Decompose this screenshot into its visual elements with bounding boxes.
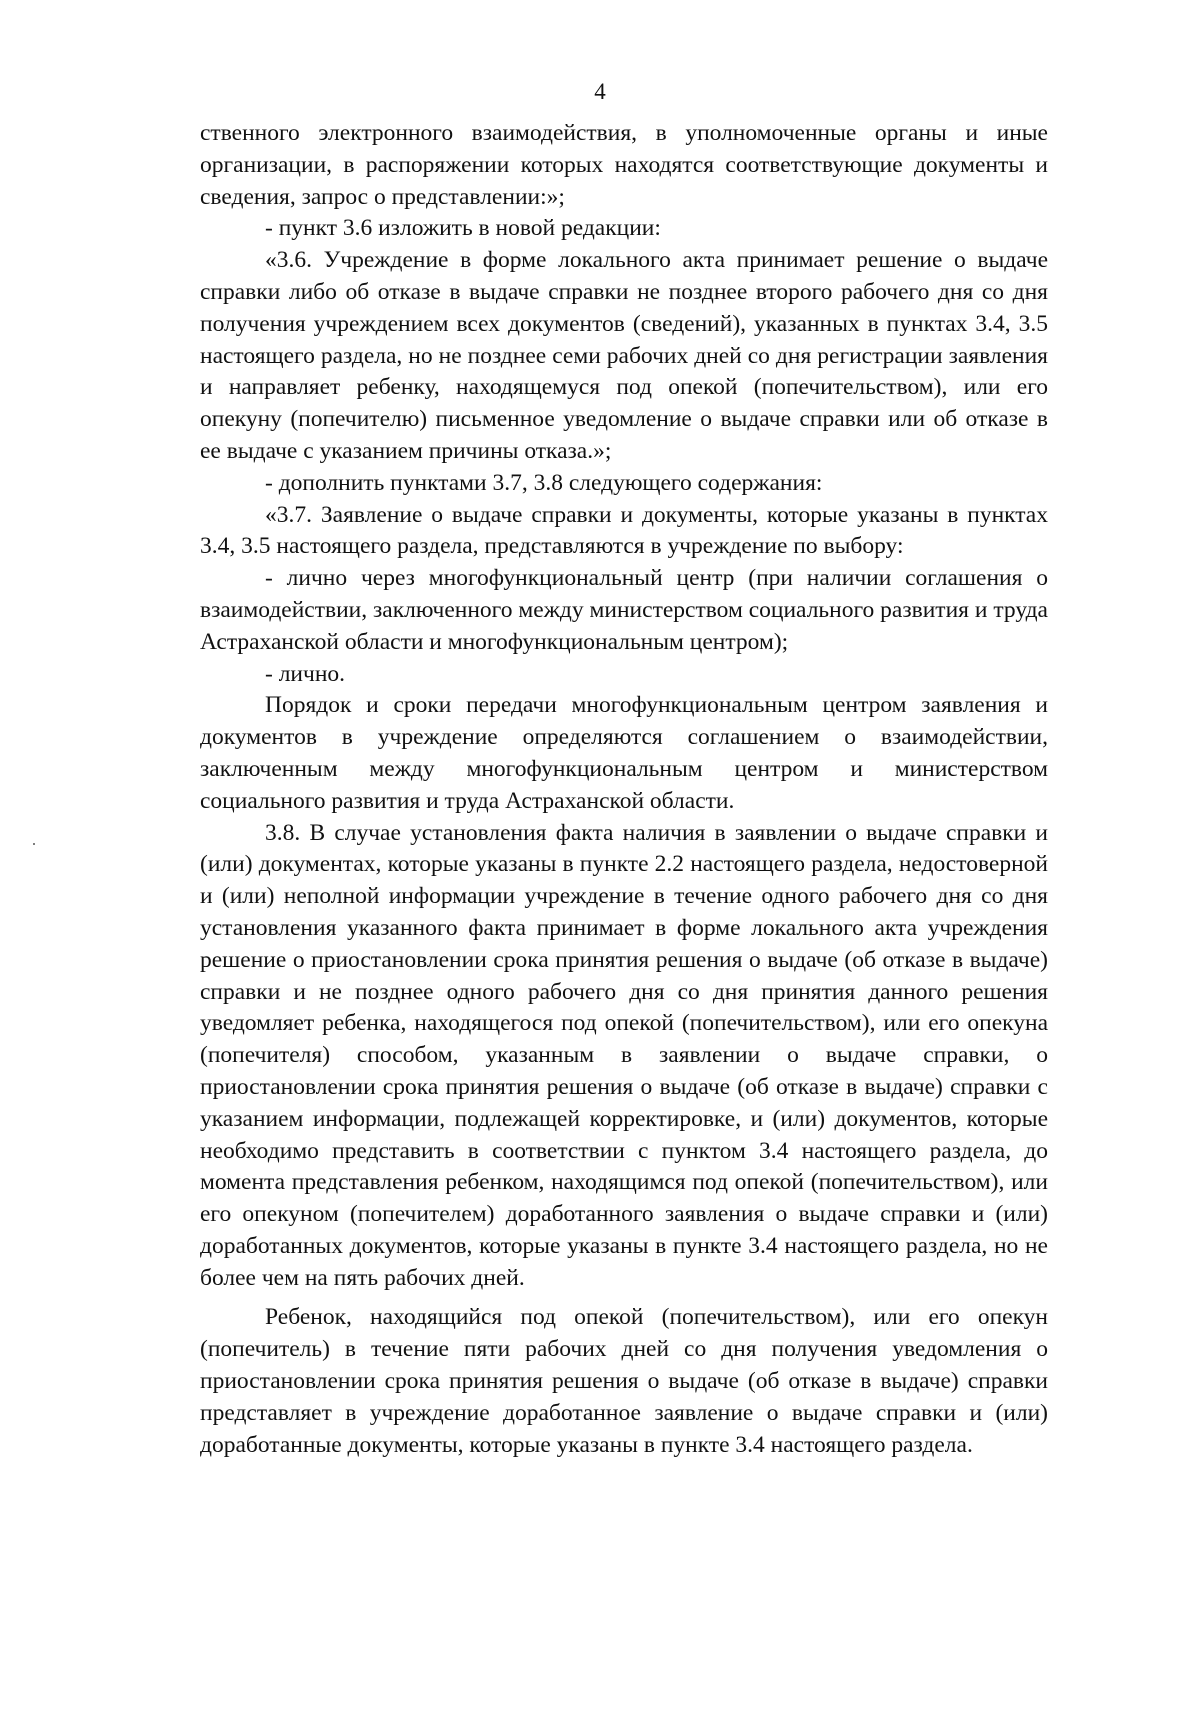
paragraph-continuation: ственного электронного взаимодействия, в уполномоченные органы и иные организации, в распоряжении которых находятся соответствующие документы и сведения, запрос о представлении:»; [200,120,1048,210]
paragraph-option-in-person: - лично. [265,660,346,687]
paragraph-guardian-obligation: Ребенок, находящийся под опекой (попечительством), или его опекун (попечитель) в течение пяти рабочих дней со дня получения уведомления о приостановлении срока принятия решения о выдаче (об отказе в выдаче) справки представляет в учреждение доработанное заявление о выдаче справки и (или) доработанные документы, которые указаны в пункте 3.4 настоящего раздела. [200,1304,1048,1458]
paragraph-3-7: «3.7. Заявление о выдаче справки и документы, которые указаны в пунктах 3.4, 3.5 настоящего раздела, представляются в учреждение по выбору: [200,501,1048,560]
paragraph-item-3-6-intro: - пункт 3.6 изложить в новой редакции: [265,215,661,242]
page-number: 4 [594,79,606,104]
paragraph-3-6: «3.6. Учреждение в форме локального акта принимает решение о выдаче справки либо об отказе в выдаче справки не позднее второго рабочего дня со дня получения учреждением всех документов (сведений), указанных в пунктах 3.4, 3.5 настоящего раздела, но не позднее семи рабочих дней со дня регистрации заявления и направляет ребенку, находящемуся под опекой (попечительством), или его опекуну (попечителю) письменное уведомление о выдаче справки или об отказе в ее выдаче с указанием причины отказа.»; [200,247,1048,464]
paragraph-transfer-procedure: Порядок и сроки передачи многофункциональным центром заявления и документов в учреждение определяются соглашением о взаимодействии, заключенным между многофункциональным центром и министерством социального развития и труда Астраханской области. [200,692,1048,814]
paragraph-items-3-7-3-8-intro: - дополнить пунктами 3.7, 3.8 следующего содержания: [265,469,823,496]
paragraph-3-8: 3.8. В случае установления факта наличия в заявлении о выдаче справки и (или) документах, которые указаны в пункте 2.2 настоящего раздела, недостоверной и (или) неполной информации учреждение в течение одного рабочего дня со дня установления указанного факта принимает в форме локального акта учреждения решение о приостановлении срока принятия решения о выдаче (об отказе в выдаче) справки и не позднее одного рабочего дня со дня принятия данного решения уведомляет ребенка, находящегося под опекой (попечительством), или его опекуна (попечителя) способом, указанным в заявлении о выдаче справки, о приостановлении срока принятия решения о выдаче (об отказе в выдаче) справки с указанием информации, подлежащей корректировке, и (или) документов, которые необходимо представить в соответствии с пунктом 3.4 настоящего раздела, до момента представления ребенком, находящимся под опекой (попечительством), или его опекуном (попечителем) доработанного заявления о выдаче справки и (или) доработанных документов, которые указаны в пункте 3.4 настоящего раздела, но не более чем на пять рабочих дней. [200,819,1048,1291]
scan-speck [33,843,35,845]
document-body [200,118,1048,1461]
paragraph-option-mfc: - лично через многофункциональный центр (при наличии соглашения о взаимодействии, заключенного между министерством социального развития и труда Астраханской области и многофункциональным центром); [200,565,1048,655]
